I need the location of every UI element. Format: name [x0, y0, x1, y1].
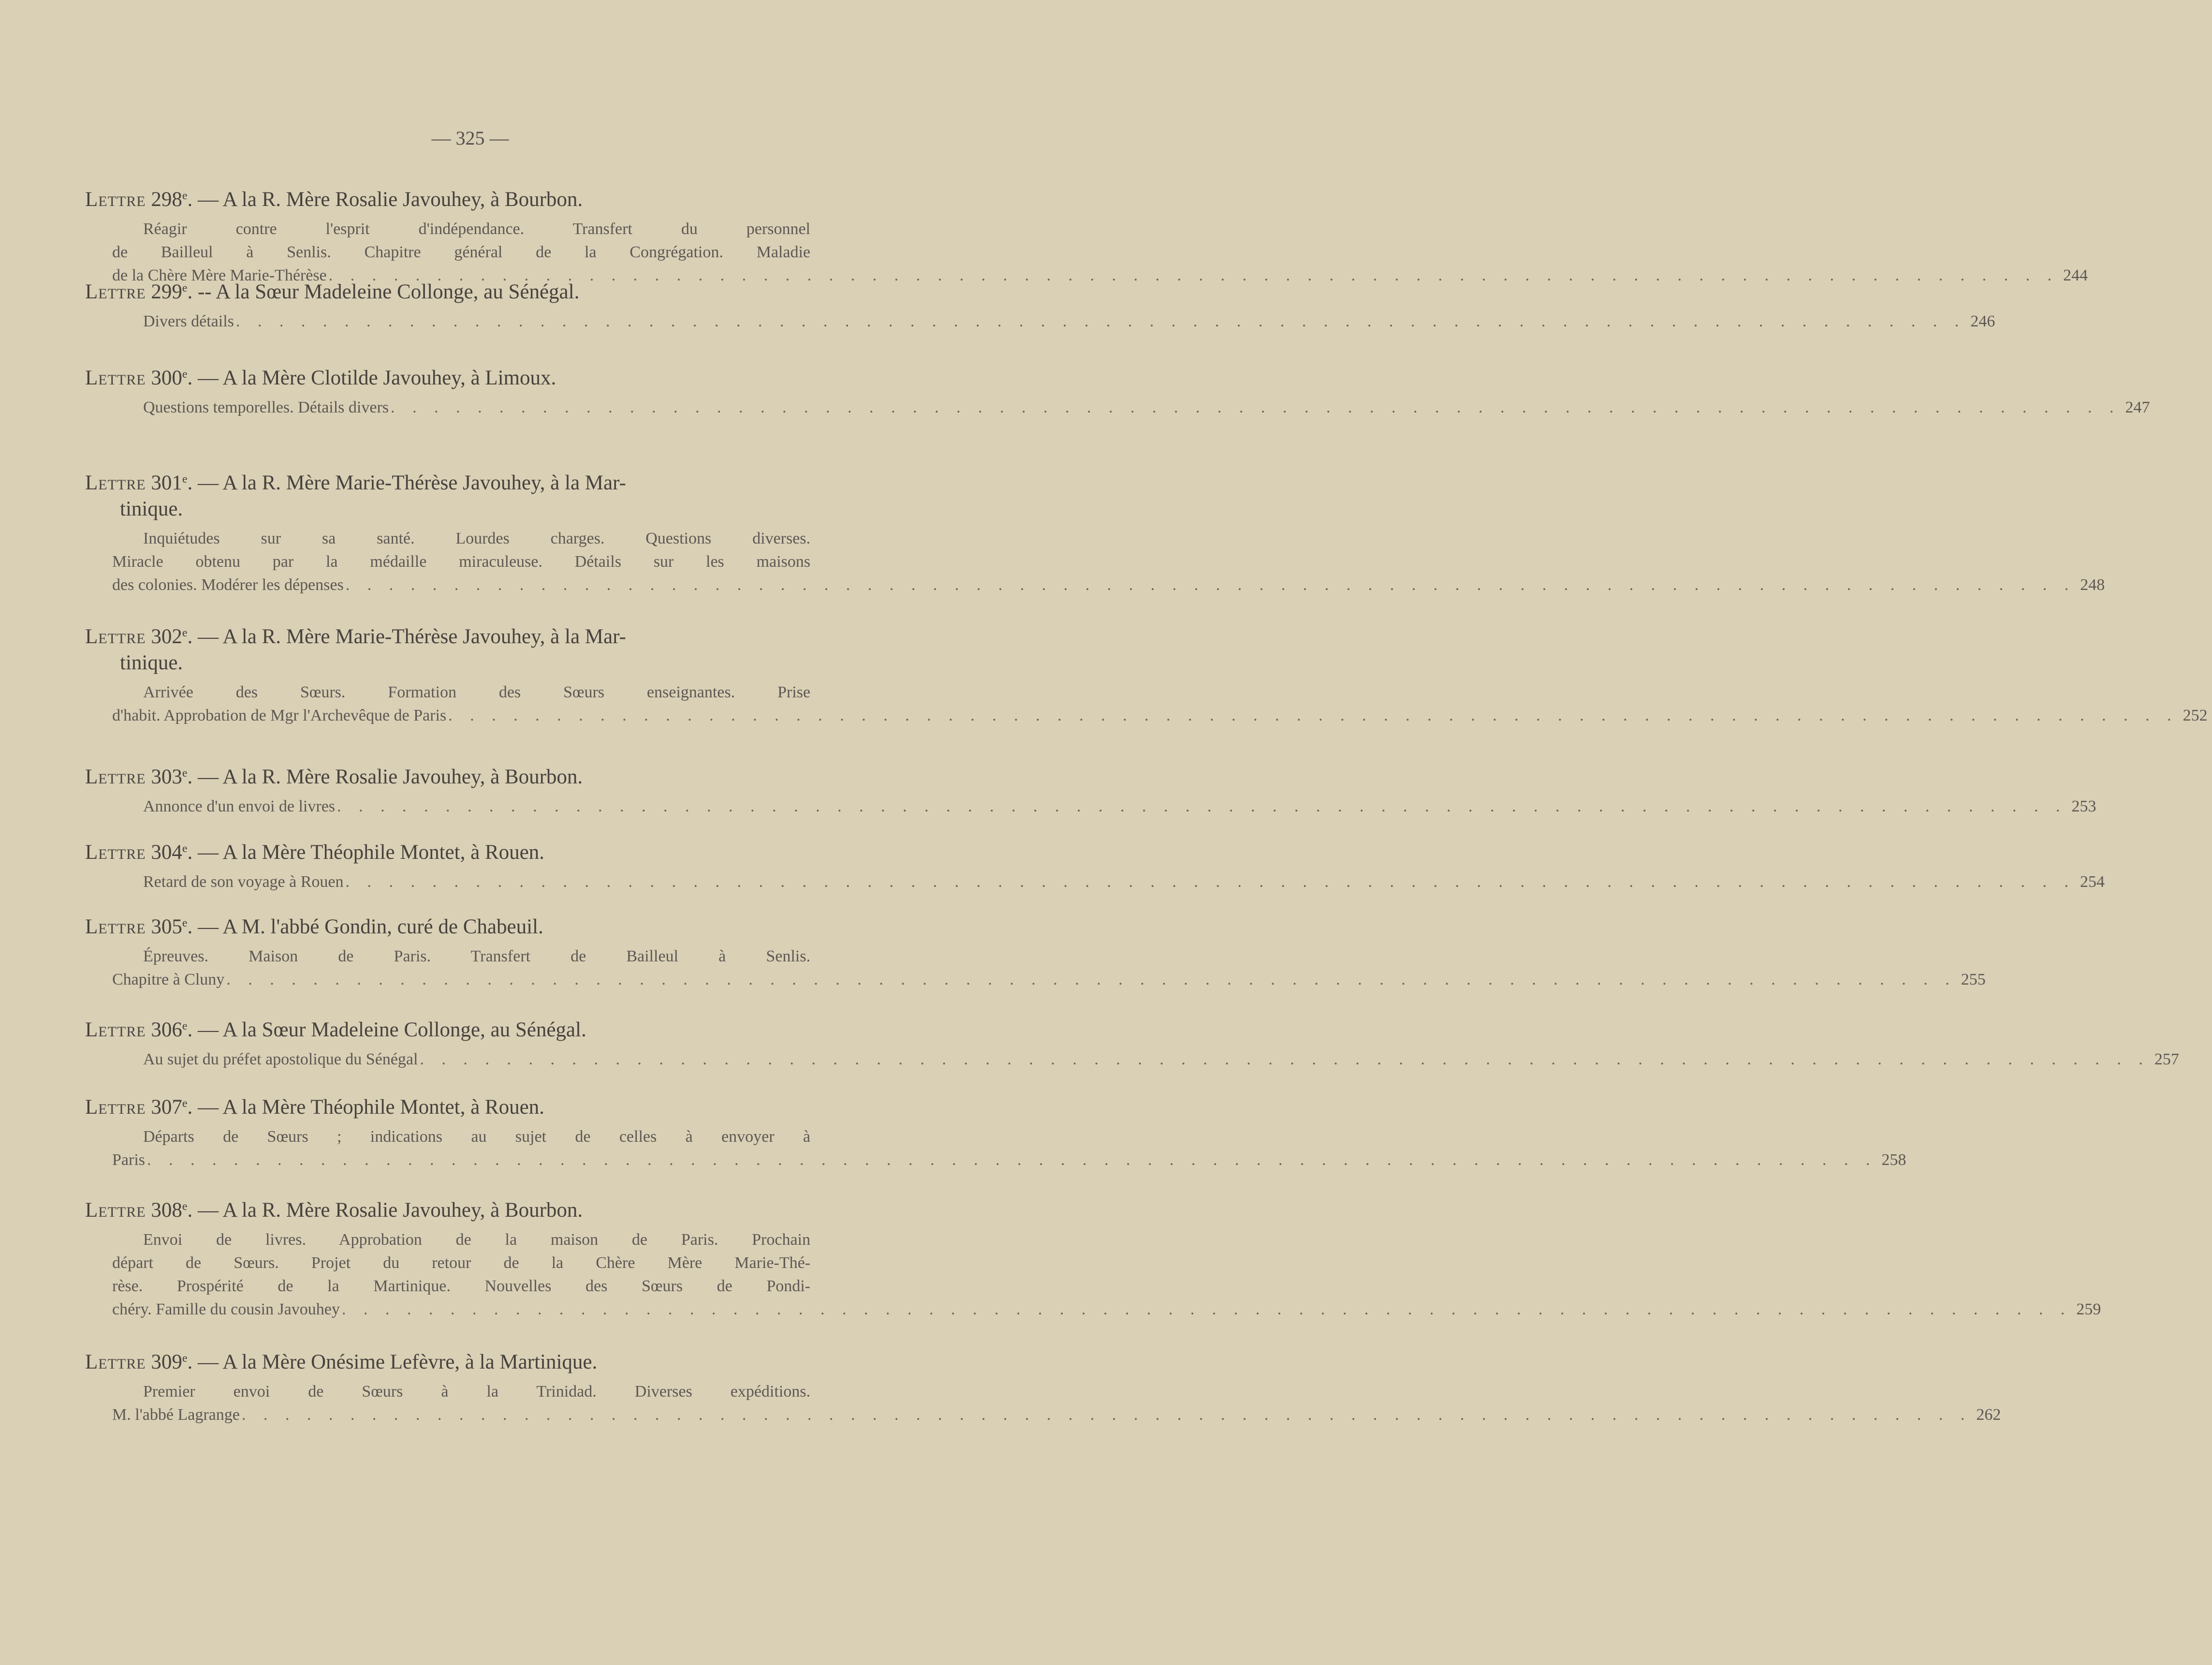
summary-text: Annonce d'un envoi de livres: [143, 797, 336, 815]
summary-line: [85, 1149, 1906, 1172]
entry-heading: [85, 1013, 810, 1043]
summary-line: [85, 795, 2096, 818]
entry-heading: [85, 1345, 810, 1375]
dot-leader: . . . . . . . . . . . . . . . . . . . . . . . . . . . . . . . . . . . . . . . . . . . . . . . . . . . . . . . . . . . . . . . . . . . . . . . . . . . . . . . .: [391, 398, 2121, 416]
letter-number: 308: [151, 1199, 182, 1222]
page-reference: 248: [2080, 576, 2105, 594]
toc-entry: [85, 183, 2088, 287]
letter-ordinal: e: [182, 368, 188, 381]
summary-line: Épreuves. Maison de Paris. Transfert de Bailleul à Senlis.: [143, 947, 810, 965]
entry-heading: [85, 760, 810, 790]
letter-number: 304: [151, 841, 182, 864]
dot-leader: . . . . . . . . . . . . . . . . . . . . . . . . . . . . . . . . . . . . . . . . . . . . . . . . . . . . . . . . . . . . . . . . . . . . . . . . . . . . . . . .: [147, 1151, 1877, 1169]
page-reference: 258: [1881, 1151, 1906, 1169]
toc-entry: [85, 275, 1995, 333]
summary-line: [85, 968, 1986, 991]
summary-line: Inquiétudes sur sa santé. Lourdes charges. Questions diverses.: [143, 530, 810, 547]
toc-entry: [85, 1090, 1906, 1172]
entry-summary: [85, 681, 2208, 727]
letter-recipient: . — A la R. Mère Rosalie Javouhey, à Bourbon.: [187, 1199, 583, 1222]
summary-line: [85, 704, 2208, 727]
letter-ordinal: e: [182, 1200, 188, 1213]
summary-text: Paris: [112, 1151, 145, 1169]
letter-recipient: . — A la R. Mère Marie-Thérèse Javouhey, à la Mar-: [187, 625, 626, 648]
dot-leader: . . . . . . . . . . . . . . . . . . . . . . . . . . . . . . . . . . . . . . . . . . . . . . . . . . . . . . . . . . . . . . . . . . . . . . . . . . . . . . . .: [420, 1050, 2150, 1068]
entry-heading-continuation: tinique.: [120, 498, 183, 520]
letter-number: 307: [151, 1096, 182, 1119]
letter-ordinal: e: [182, 1352, 188, 1365]
toc-entry: [85, 1013, 2179, 1071]
dot-leader: . . . . . . . . . . . . . . . . . . . . . . . . . . . . . . . . . . . . . . . . . . . . . . . . . . . . . . . . . . . . . . . . . . . . . . . . . . . . . . . .: [337, 797, 2067, 815]
entry-summary: [85, 310, 1995, 333]
summary-line: Réagir contre l'esprit d'indépendance. Transfert du personnel: [143, 220, 810, 238]
entry-summary: [85, 1228, 2101, 1321]
summary-text: Chapitre à Cluny: [112, 971, 225, 988]
summary-line: [85, 396, 2150, 419]
letter-recipient: . — A la Sœur Madeleine Collonge, au Sénégal.: [187, 1018, 586, 1041]
letter-ordinal: e: [182, 282, 188, 295]
summary-line: [85, 1403, 2001, 1427]
toc-entry: [85, 1193, 2101, 1321]
entry-summary: [85, 945, 1986, 991]
summary-line: de Bailleul à Senlis. Chapitre général de la Congrégation. Maladie: [112, 243, 810, 261]
letter-recipient: . — A la Mère Onésime Lefèvre, à la Martinique.: [187, 1351, 598, 1373]
toc-entry: [85, 1345, 2001, 1427]
entry-heading: [85, 361, 810, 391]
entry-summary: [85, 1125, 1906, 1172]
letter-recipient: . — A M. l'abbé Gondin, curé de Chabeuil.: [187, 915, 543, 938]
toc-entry: [85, 910, 1986, 991]
letter-recipient: . -- A la Sœur Madeleine Collonge, au Sénégal.: [187, 280, 580, 303]
entry-heading: [85, 275, 810, 305]
summary-line: [85, 870, 2105, 894]
entry-summary: [85, 527, 2105, 597]
toc-entry: [85, 466, 2105, 597]
entry-heading: [85, 836, 810, 866]
letter-label: Lettre: [85, 1018, 146, 1041]
summary-text: Questions temporelles. Détails divers: [143, 398, 389, 416]
letter-label: Lettre: [85, 766, 146, 788]
summary-line: Miracle obtenu par la médaille miraculeuse. Détails sur les maisons: [112, 553, 810, 571]
letter-ordinal: e: [182, 1020, 188, 1032]
page-reference: 246: [1970, 312, 1995, 330]
summary-text: Retard de son voyage à Rouen: [143, 873, 344, 891]
page-reference: 254: [2080, 873, 2105, 891]
dot-leader: . . . . . . . . . . . . . . . . . . . . . . . . . . . . . . . . . . . . . . . . . . . . . . . . . . . . . . . . . . . . . . . . . . . . . . . . . . . . . . . .: [345, 576, 2076, 594]
letter-number: 305: [151, 915, 182, 938]
entry-heading: [85, 1193, 810, 1223]
entry-heading: [85, 620, 810, 650]
entry-heading: [85, 1090, 810, 1120]
toc-entry: [85, 361, 2150, 419]
dot-leader: . . . . . . . . . . . . . . . . . . . . . . . . . . . . . . . . . . . . . . . . . . . . . . . . . . . . . . . . . . . . . . . . . . . . . . . . . . . . . . . .: [448, 707, 2178, 724]
summary-line: Arrivée des Sœurs. Formation des Sœurs enseignantes. Prise: [143, 683, 810, 701]
dot-leader: . . . . . . . . . . . . . . . . . . . . . . . . . . . . . . . . . . . . . . . . . . . . . . . . . . . . . . . . . . . . . . . . . . . . . . . . . . . . . . . .: [241, 1406, 1972, 1424]
letter-ordinal: e: [182, 767, 188, 780]
letter-ordinal: e: [182, 917, 188, 929]
letter-number: 300: [151, 367, 182, 389]
summary-text: chéry. Famille du cousin Javouhey: [112, 1300, 340, 1318]
summary-line: rèse. Prospérité de la Martinique. Nouvelles des Sœurs de Pondi-: [112, 1277, 810, 1295]
page-reference: 247: [2125, 398, 2150, 416]
letter-label: Lettre: [85, 1199, 146, 1222]
entry-heading: [85, 183, 810, 213]
letter-label: Lettre: [85, 625, 146, 648]
letter-label: Lettre: [85, 472, 146, 494]
entry-heading-continuation: tinique.: [120, 651, 183, 674]
letter-label: Lettre: [85, 841, 146, 864]
entry-summary: [85, 1380, 2001, 1427]
page-reference: 257: [2154, 1050, 2179, 1068]
entry-heading: [85, 466, 810, 496]
letter-recipient: . — A la Mère Théophile Montet, à Rouen.: [187, 1096, 544, 1119]
dot-leader: . . . . . . . . . . . . . . . . . . . . . . . . . . . . . . . . . . . . . . . . . . . . . . . . . . . . . . . . . . . . . . . . . . . . . . . . . . . . . . . .: [226, 971, 1956, 988]
summary-text: d'habit. Approbation de Mgr l'Archevêque de Paris: [112, 707, 447, 724]
letter-number: 309: [151, 1351, 182, 1373]
letter-label: Lettre: [85, 367, 146, 389]
letter-label: Lettre: [85, 280, 146, 303]
page-reference: 253: [2071, 797, 2096, 815]
letter-number: 306: [151, 1018, 182, 1041]
page-reference: 252: [2183, 707, 2208, 724]
letter-number: 302: [151, 625, 182, 648]
page-reference: 262: [1976, 1406, 2001, 1424]
summary-line: Départs de Sœurs ; indications au sujet de celles à envoyer à: [143, 1128, 810, 1146]
letter-label: Lettre: [85, 188, 146, 211]
letter-label: Lettre: [85, 1351, 146, 1373]
letter-recipient: . — A la R. Mère Rosalie Javouhey, à Bourbon.: [187, 188, 583, 211]
page-reference: 244: [2063, 266, 2088, 284]
summary-line: [85, 310, 1995, 333]
letter-ordinal: e: [182, 190, 188, 202]
dot-leader: . . . . . . . . . . . . . . . . . . . . . . . . . . . . . . . . . . . . . . . . . . . . . . . . . . . . . . . . . . . . . . . . . . . . . . . . . . . . . . . .: [328, 266, 2059, 284]
letter-number: 299: [151, 280, 182, 303]
entry-summary: [85, 1048, 2179, 1071]
letter-ordinal: e: [182, 1097, 188, 1110]
page-reference: 259: [2076, 1300, 2101, 1318]
letter-number: 301: [151, 472, 182, 494]
letter-number: 303: [151, 766, 182, 788]
dot-leader: . . . . . . . . . . . . . . . . . . . . . . . . . . . . . . . . . . . . . . . . . . . . . . . . . . . . . . . . . . . . . . . . . . . . . . . . . . . . . . . .: [345, 873, 2075, 891]
dot-leader: . . . . . . . . . . . . . . . . . . . . . . . . . . . . . . . . . . . . . . . . . . . . . . . . . . . . . . . . . . . . . . . . . . . . . . . . . . . . . . . .: [235, 312, 1966, 330]
summary-line: [85, 1048, 2179, 1071]
summary-line: Premier envoi de Sœurs à la Trinidad. Diverses expéditions.: [143, 1383, 810, 1400]
page-number: — 325 —: [431, 127, 509, 149]
dot-leader: . . . . . . . . . . . . . . . . . . . . . . . . . . . . . . . . . . . . . . . . . . . . . . . . . . . . . . . . . . . . . . . . . . . . . . . . . . . . . . . .: [341, 1300, 2072, 1318]
toc-entry: [85, 760, 2096, 818]
entry-summary: [85, 795, 2096, 818]
summary-text: de la Chère Mère Marie-Thérèse: [112, 266, 327, 284]
letter-ordinal: e: [182, 842, 188, 855]
summary-line: [85, 1298, 2101, 1321]
letter-label: Lettre: [85, 1096, 146, 1119]
toc-entry: [85, 836, 2105, 894]
entry-summary: [85, 396, 2150, 419]
summary-text: M. l'abbé Lagrange: [112, 1406, 240, 1424]
letter-number: 298: [151, 188, 182, 211]
summary-text: Au sujet du préfet apostolique du Sénégal: [143, 1050, 418, 1068]
summary-line: [85, 574, 2105, 597]
letter-label: Lettre: [85, 915, 146, 938]
letter-recipient: . — A la Mère Clotilde Javouhey, à Limoux.: [187, 367, 557, 389]
entry-heading: [85, 910, 810, 940]
letter-recipient: . — A la R. Mère Rosalie Javouhey, à Bourbon.: [187, 766, 583, 788]
letter-ordinal: e: [182, 627, 188, 639]
letter-recipient: . — A la Mère Théophile Montet, à Rouen.: [187, 841, 544, 864]
letter-recipient: . — A la R. Mère Marie-Thérèse Javouhey, à la Mar-: [187, 472, 626, 494]
summary-text: Divers détails: [143, 312, 234, 330]
letter-ordinal: e: [182, 473, 188, 486]
summary-line: départ de Sœurs. Projet du retour de la Chère Mère Marie-Thé-: [112, 1254, 810, 1272]
entry-summary: [85, 870, 2105, 894]
summary-text: des colonies. Modérer les dépenses: [112, 576, 344, 594]
page-reference: 255: [1961, 971, 1986, 988]
toc-entry: [85, 620, 2208, 727]
summary-line: Envoi de livres. Approbation de la maison de Paris. Prochain: [143, 1231, 810, 1249]
